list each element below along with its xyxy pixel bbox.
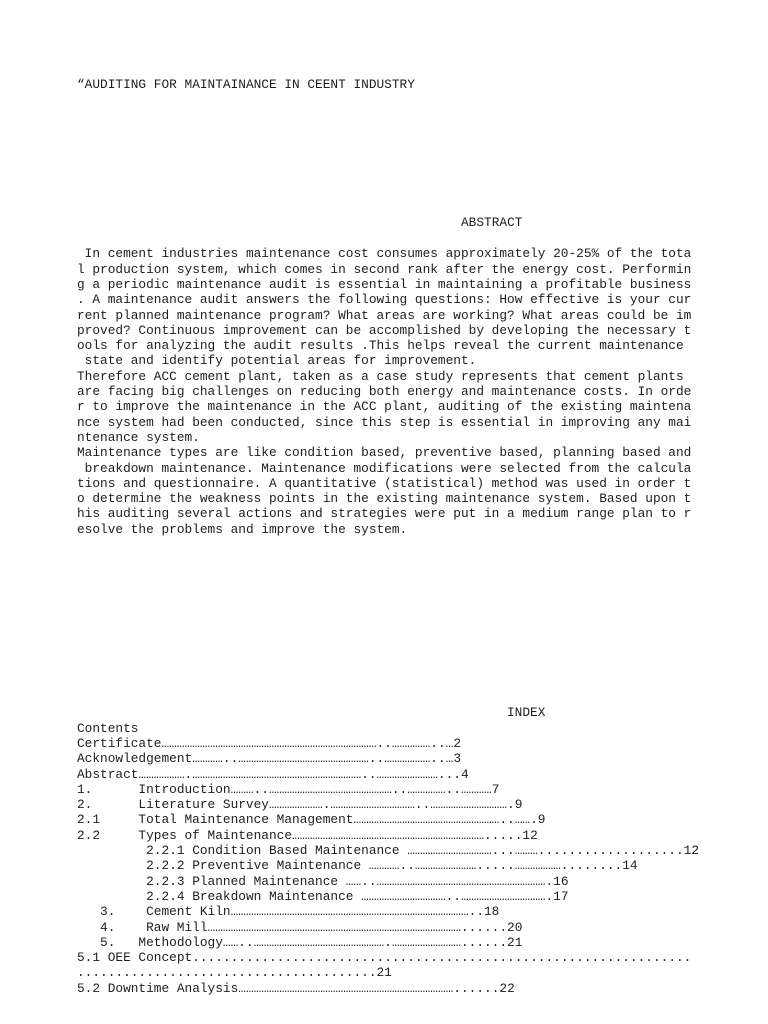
toc-entry bbox=[77, 828, 699, 843]
toc-leader: …………..……………………………………………..………………..… bbox=[192, 751, 454, 767]
toc-title: Total Maintenance Management bbox=[138, 812, 354, 828]
toc-page: 21 bbox=[507, 934, 523, 950]
contents-label: Contents bbox=[77, 720, 139, 736]
toc-page: 22 bbox=[499, 980, 515, 996]
toc-leader: …………………………………………………..……. bbox=[353, 812, 538, 828]
toc-entry bbox=[77, 767, 699, 782]
document-title: “AUDITING FOR MAINTAINANCE IN CEENT INDUSTRY bbox=[77, 77, 415, 93]
toc-entry bbox=[77, 751, 699, 766]
abstract-line: Therefore ACC cement plant, taken as a case study represents that cement plants bbox=[77, 368, 684, 384]
toc-title: Cement Kiln bbox=[146, 904, 231, 920]
toc-page: 12 bbox=[683, 843, 700, 859]
toc-page: 17 bbox=[553, 888, 569, 904]
toc-entry bbox=[77, 797, 699, 812]
toc-page: 12 bbox=[522, 827, 538, 843]
abstract-line: r to improve the maintenance in the ACC plant, auditing of the existing maintena bbox=[77, 399, 692, 415]
toc-entry-continued bbox=[77, 965, 699, 980]
abstract-heading: ABSTRACT bbox=[461, 215, 523, 231]
toc-leader: …………………………………………………………………………...... bbox=[238, 980, 500, 996]
toc-number: 2.2.4 bbox=[146, 888, 185, 904]
toc-title: Preventive Maintenance bbox=[192, 858, 362, 874]
abstract-line: Maintenance types are like condition based, preventive based, planning based and bbox=[77, 445, 692, 461]
toc-leader: ………………………………………………………………………………………...... bbox=[207, 919, 508, 935]
toc-leader: ……..…………………………………………………………. bbox=[338, 873, 554, 889]
toc-page: 9 bbox=[537, 812, 546, 828]
toc-number: 2.2.3 bbox=[146, 873, 185, 889]
toc-entry bbox=[77, 858, 699, 873]
toc-page: 9 bbox=[514, 797, 523, 813]
toc-page: 18 bbox=[484, 904, 500, 920]
toc-title: Downtime Analysis bbox=[107, 980, 239, 996]
abstract-line: tions and questionnaire. A quantitative (statistical) method was used in order t bbox=[77, 475, 692, 491]
abstract-line: nce system had been conducted, since this step is essential in improving any mai bbox=[77, 414, 692, 430]
toc-leader: ……………………………...………................... bbox=[399, 843, 684, 859]
toc-leader: …………..…………………….....………………........ bbox=[361, 858, 623, 874]
toc-leader: …………………………………………………………………………..……………..… bbox=[161, 735, 454, 751]
toc-leader: ……..…………………………………………….………………………...... bbox=[222, 934, 508, 950]
toc-leader: ....................................... bbox=[77, 965, 377, 981]
toc-entry bbox=[77, 935, 699, 950]
toc-entry bbox=[77, 889, 699, 904]
toc-number: 5.1 bbox=[77, 950, 101, 966]
index-heading: INDEX bbox=[507, 705, 546, 721]
toc-page: 14 bbox=[622, 858, 638, 874]
toc-title: Raw Mill bbox=[146, 919, 208, 935]
toc-number: 2.2.2 bbox=[146, 858, 185, 874]
toc-entry bbox=[77, 904, 699, 919]
toc-title: Condition Based Maintenance bbox=[192, 843, 400, 859]
abstract-line: state and identify potential areas for improvement. bbox=[77, 353, 477, 369]
toc-number: 2.1 bbox=[77, 812, 101, 828]
toc-page: 3 bbox=[453, 751, 461, 767]
toc-title: Certificate bbox=[77, 735, 162, 751]
toc-title: Acknowledgement bbox=[77, 751, 193, 767]
toc-leader: ………………….……………………………..…………………………. bbox=[268, 797, 515, 813]
toc-entry bbox=[77, 782, 699, 797]
toc-leader: ……………………………..……………………………. bbox=[353, 888, 554, 904]
abstract-line: rent planned maintenance program? What areas are working? What areas could be im bbox=[77, 307, 692, 323]
toc-leader: ……………….…………………………………………………………..……………………... bbox=[138, 766, 461, 782]
table-of-contents bbox=[77, 721, 699, 996]
toc-page: 2 bbox=[453, 735, 461, 751]
abstract-line: . A maintenance audit answers the following questions: How effective is your cur bbox=[77, 292, 692, 308]
abstract-line: proved? Continuous improvement can be accomplished by developing the necessary t bbox=[77, 322, 692, 338]
toc-leader: ………..…………………………………………..……………..………… bbox=[230, 781, 492, 797]
toc-title: Methodology bbox=[138, 934, 223, 950]
toc-page: 21 bbox=[376, 965, 392, 981]
toc-title: Introduction bbox=[138, 781, 231, 797]
toc-leader: ................................................................. bbox=[192, 950, 692, 966]
toc-page: 4 bbox=[460, 766, 469, 782]
toc-title: Literature Survey bbox=[138, 797, 269, 813]
toc-number: 2.2.1 bbox=[146, 843, 185, 859]
toc-entry bbox=[77, 950, 699, 965]
toc-number: 4. bbox=[100, 919, 116, 935]
toc-page: 16 bbox=[553, 873, 569, 889]
toc-title: OEE Concept bbox=[107, 950, 193, 966]
abstract-body bbox=[77, 246, 691, 537]
abstract-line: are facing big challenges on reducing both energy and maintenance costs. In orde bbox=[77, 384, 692, 400]
toc-number: 5. bbox=[100, 934, 116, 950]
abstract-line: o determine the weakness points in the existing maintenance system. Based upon t bbox=[77, 491, 692, 507]
abstract-line: esolve the problems and improve the system. bbox=[77, 521, 408, 537]
toc-number: 3. bbox=[100, 904, 116, 920]
toc-entry bbox=[77, 981, 699, 996]
toc-title: Abstract bbox=[77, 766, 139, 782]
toc-number: 1. bbox=[77, 781, 93, 797]
toc-entry bbox=[77, 920, 699, 935]
toc-entry bbox=[77, 874, 699, 889]
toc-leader: ………………………………………………………………………………….. bbox=[230, 904, 484, 920]
toc-number: 2.2 bbox=[77, 827, 101, 843]
toc-title: Planned Maintenance bbox=[192, 873, 339, 889]
abstract-line: l production system, which comes in second rank after the energy cost. Performin bbox=[77, 261, 692, 277]
toc-page: 7 bbox=[491, 781, 500, 797]
abstract-line: In cement industries maintenance cost consumes approximately 20-25% of the tota bbox=[77, 246, 692, 262]
toc-page: 20 bbox=[507, 919, 523, 935]
abstract-line: g a periodic maintenance audit is essential in maintaining a profitable business bbox=[77, 276, 692, 292]
toc-entry bbox=[77, 843, 699, 858]
toc-entry bbox=[77, 736, 699, 751]
toc-number: 5.2 bbox=[77, 980, 101, 996]
toc-entry bbox=[77, 812, 699, 827]
toc-number: 2. bbox=[77, 797, 93, 813]
abstract-line: ntenance system. bbox=[77, 429, 200, 445]
abstract-line: his auditing several actions and strategies were put in a medium range plan to r bbox=[77, 506, 692, 522]
abstract-line: ools for analyzing the audit results .This helps reveal the current maintenance bbox=[77, 338, 684, 354]
toc-leader: …………………………………………………………………..... bbox=[292, 827, 523, 843]
toc-title: Breakdown Maintenance bbox=[192, 888, 354, 904]
toc-title: Types of Maintenance bbox=[138, 827, 293, 843]
abstract-line: breakdown maintenance. Maintenance modifications were selected from the calcula bbox=[77, 460, 692, 476]
